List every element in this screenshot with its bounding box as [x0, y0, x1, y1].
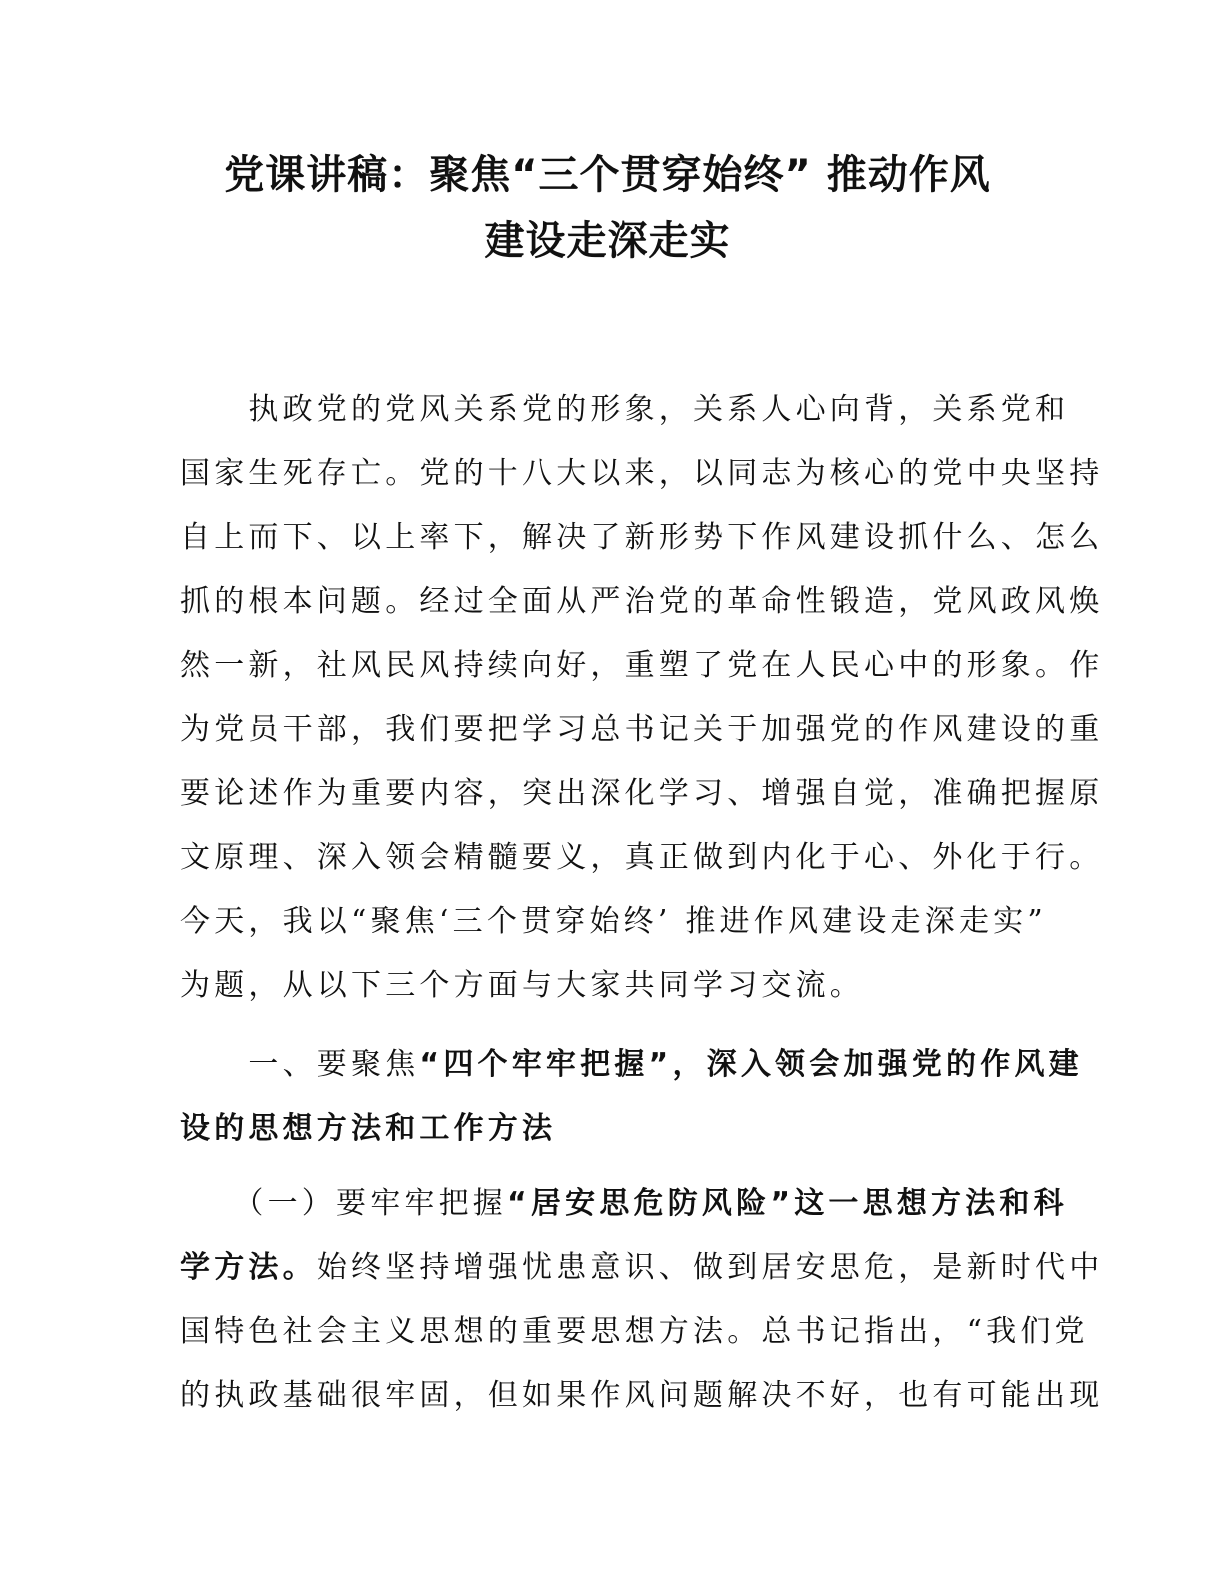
paragraph-line: 为党员干部，我们要把学习总书记关于加强党的作风建设的重 — [180, 712, 1104, 747]
subsection-line-1 — [180, 1172, 1068, 1236]
paragraph-line: 抓的根本问题。经过全面从严治党的革命性锻造，党风政风焕 — [180, 584, 1104, 619]
subsection-line-2 — [180, 1236, 1104, 1300]
section-heading-1 — [180, 1033, 1083, 1161]
title-line-1: 党课讲稿：聚焦“三个贯穿始终” 推动作风 — [224, 152, 991, 198]
page-title — [180, 142, 1035, 274]
subsection-paragraph-1 — [180, 1172, 1104, 1428]
section-heading-line-1 — [180, 1033, 1083, 1097]
subsection-bold-heading-end: 学方法。 — [180, 1250, 317, 1285]
section-heading-prefix: 一、要聚焦 — [180, 1047, 420, 1082]
paragraph-line: 然一新，社风民风持续向好，重塑了党在人民心中的形象。作 — [180, 648, 1104, 683]
paragraph-line: 执政党的党风关系党的形象，关系人心向背，关系党和 — [180, 392, 1070, 427]
paragraph-line: 今天，我以“聚焦‘三个贯穿始终’ 推进作风建设走深走实” — [180, 904, 1047, 939]
paragraph-line: 要论述作为重要内容，突出深化学习、增强自觉，准确把握原 — [180, 776, 1104, 811]
section-heading-line-2: 设的思想方法和工作方法 — [180, 1111, 557, 1146]
paragraph-line: 为题，从以下三个方面与大家共同学习交流。 — [180, 968, 864, 1003]
paragraph-line: 自上而下、以上率下，解决了新形势下作风建设抓什么、怎么 — [180, 520, 1104, 555]
paragraph-line: 国特色社会主义思想的重要思想方法。总书记指出，“我们党 — [180, 1314, 1089, 1349]
section-heading-bold: “四个牢牢把握”，深入领会加强党的作风建 — [419, 1047, 1083, 1082]
intro-paragraph — [180, 378, 1104, 1018]
title-line-2: 建设走深走实 — [484, 218, 731, 264]
paragraph-line: 文原理、深入领会精髓要义，真正做到内化于心、外化于行。 — [180, 840, 1104, 875]
paragraph-line: 的执政基础很牢固，但如果作风问题解决不好，也有可能出现 — [180, 1378, 1104, 1413]
subsection-prefix: （一）要牢牢把握 — [180, 1186, 507, 1221]
paragraph-line: 国家生死存亡。党的十八大以来，以同志为核心的党中央坚持 — [180, 456, 1104, 491]
subsection-text: 始终坚持增强忧患意识、做到居安思危，是新时代中 — [316, 1250, 1104, 1285]
subsection-bold-heading: “居安思危防风险”这一思想方法和科 — [507, 1186, 1068, 1221]
